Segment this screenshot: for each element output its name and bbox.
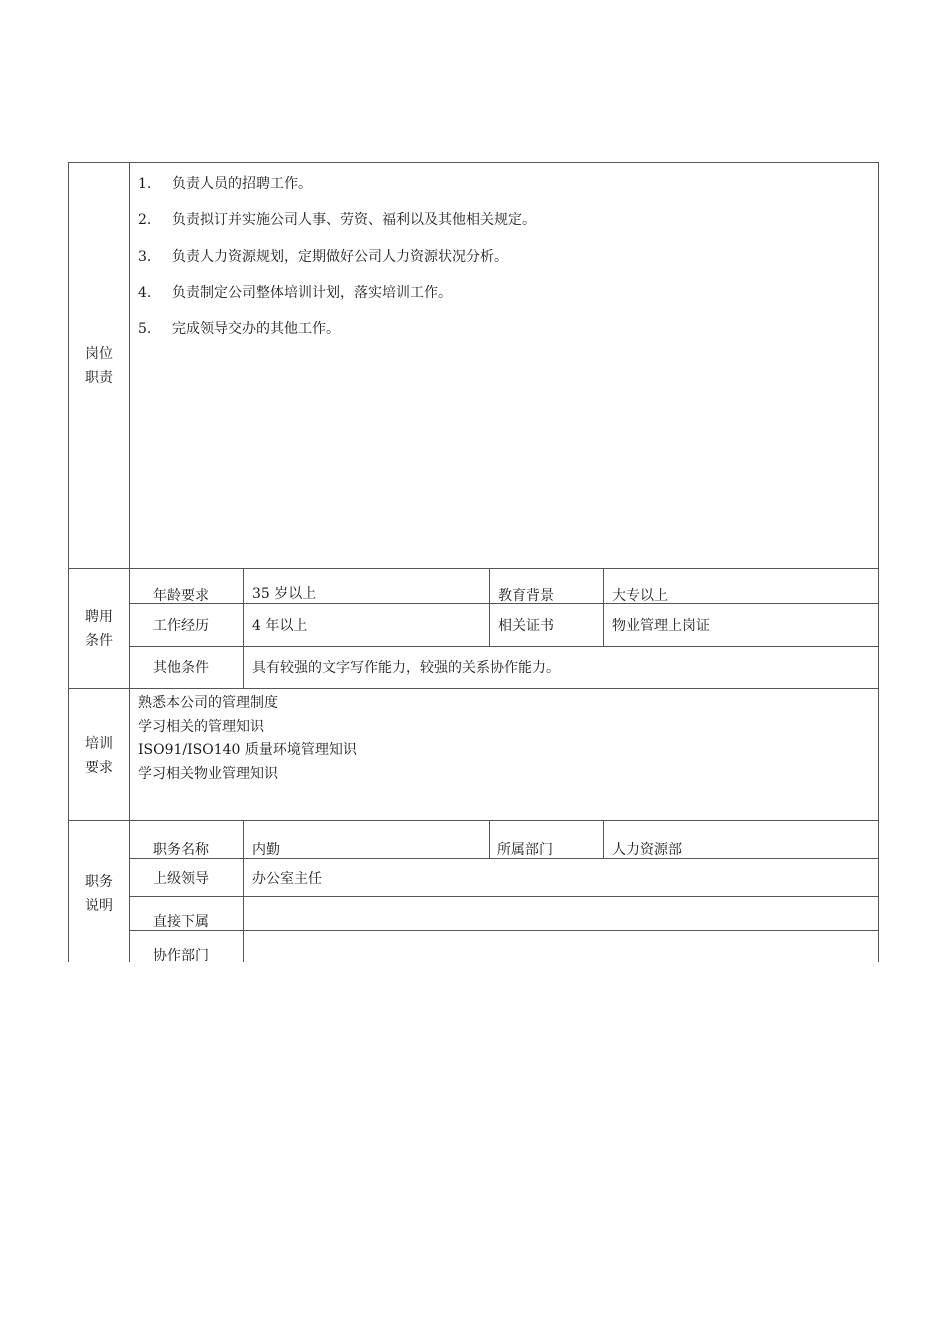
duty-item — [138, 174, 312, 194]
row-divider — [129, 646, 879, 647]
table-right-border — [878, 162, 879, 962]
duty-item — [138, 247, 508, 267]
training-item: 学习相关的管理知识 — [138, 719, 264, 735]
label-column-divider — [129, 162, 130, 962]
subordinate-label: 直接下属 — [153, 914, 209, 930]
table-left-border — [68, 162, 69, 962]
duty-number: 2. — [138, 212, 152, 228]
duty-number: 4. — [138, 285, 152, 301]
training-item: 学习相关物业管理知识 — [138, 766, 278, 782]
table-top-border — [68, 162, 879, 163]
duty-item — [138, 319, 340, 339]
other-conditions-label: 其他条件 — [153, 660, 209, 676]
duty-item — [138, 283, 452, 303]
training-item: 熟悉本公司的管理制度 — [138, 695, 278, 711]
column-divider — [603, 820, 604, 858]
column-divider — [243, 568, 244, 688]
age-requirement-value: 35 岁以上 — [252, 586, 317, 602]
superior-value: 办公室主任 — [252, 871, 322, 887]
row-divider — [129, 930, 879, 931]
training-section-label: 培训 要求 — [85, 736, 113, 776]
duty-number: 5. — [138, 321, 152, 337]
section-divider — [68, 688, 879, 689]
column-divider — [489, 820, 490, 858]
cooperating-department-label: 协作部门 — [153, 948, 209, 964]
superior-label: 上级领导 — [153, 871, 209, 887]
experience-value: 4 年以上 — [252, 618, 308, 634]
education-label: 教育背景 — [498, 588, 554, 604]
other-conditions-value: 具有较强的文字写作能力，较强的关系协作能力。 — [252, 660, 560, 676]
department-value: 人力资源部 — [612, 842, 682, 858]
column-divider — [603, 568, 604, 646]
column-divider — [243, 820, 244, 962]
duties-section-label: 岗位 职责 — [85, 346, 113, 386]
duty-text: 负责人员的招聘工作。 — [172, 176, 312, 192]
duty-number: 3. — [138, 249, 152, 265]
certificate-label: 相关证书 — [498, 618, 554, 634]
position-title-label: 职务名称 — [153, 842, 209, 858]
section-divider — [68, 820, 879, 821]
duty-text: 负责人力资源规划，定期做好公司人力资源状况分析。 — [172, 249, 508, 265]
age-requirement-label: 年龄要求 — [153, 588, 209, 604]
hiring-section-label: 聘用 条件 — [85, 609, 113, 649]
certificate-value: 物业管理上岗证 — [612, 618, 710, 634]
experience-label: 工作经历 — [153, 618, 209, 634]
duty-item — [138, 210, 536, 230]
department-label: 所属部门 — [497, 842, 553, 858]
position-section-label: 职务 说明 — [85, 874, 113, 914]
duty-text: 负责制定公司整体培训计划，落实培训工作。 — [172, 285, 452, 301]
position-title-value: 内勤 — [252, 842, 280, 858]
education-value: 大专以上 — [612, 588, 668, 604]
row-divider — [129, 896, 879, 897]
duty-text: 负责拟订并实施公司人事、劳资、福利以及其他相关规定。 — [172, 212, 536, 228]
column-divider — [489, 568, 490, 646]
duty-text: 完成领导交办的其他工作。 — [172, 321, 340, 337]
training-item: ISO91/ISO140 质量环境管理知识 — [138, 742, 357, 758]
duty-number: 1. — [138, 176, 152, 192]
section-divider — [68, 568, 879, 569]
